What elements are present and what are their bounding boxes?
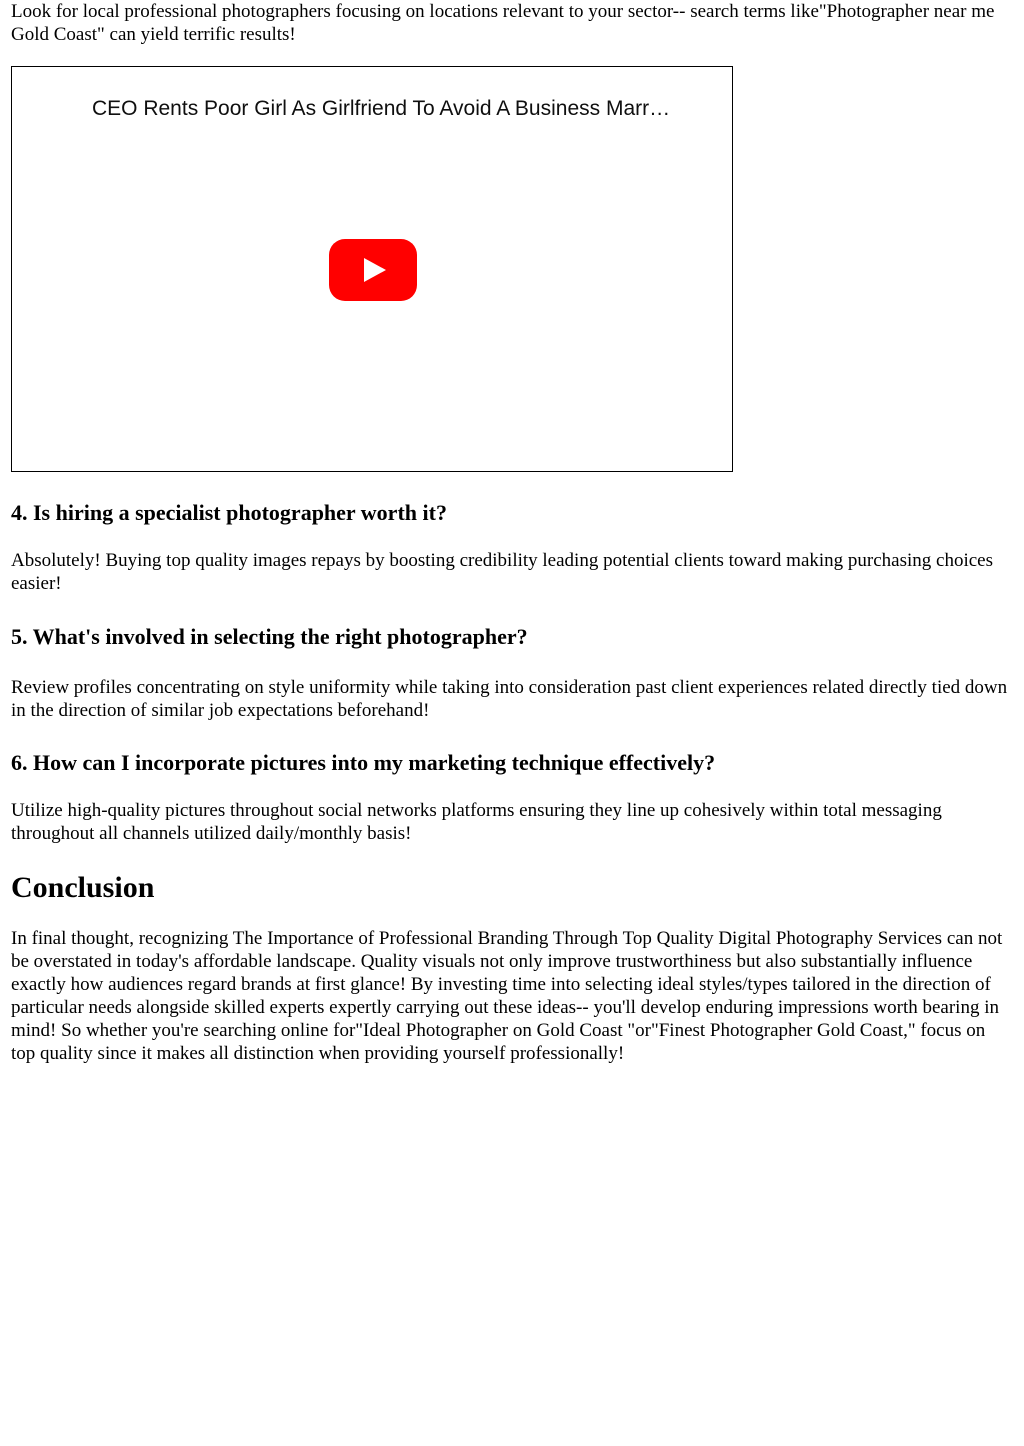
faq-answer-6: Utilize high-quality pictures throughout social networks platforms ensuring they line up cohesively within total messaging throughout all channels utilized daily/monthly basis! — [11, 800, 942, 844]
faq-answer-5: Review profiles concentrating on style uniformity while taking into consideration past client experiences related directly tied down in the direction of similar job expectations beforehand! — [11, 677, 1008, 721]
video-embed[interactable] — [11, 66, 733, 472]
faq-answer-4: Absolutely! Buying top quality images repays by boosting credibility leading potential clients toward making purchasing choices easier! — [11, 550, 993, 594]
conclusion-paragraph: In final thought, recognizing The Importance of Professional Branding Through Top Quality Digital Photography Services can not be overstated in today's affordable landscape. Quality visuals not only improve trustworthiness but also substantially influence exactly how audiences regard brands at first glance! By investing time into selecting ideal styles/types tailored in the direction of particular needs alongside skilled experts expertly carrying out these ideas-- you'll develop enduring impressions worth bearing in mind! So whether you're searching online for"Ideal Photographer on Gold Coast "or"Finest Photographer Gold Coast," focus on top quality since it makes all distinction when providing yourself professionally! — [11, 928, 1003, 1064]
faq-question-5: 5. What's involved in selecting the right photographer? — [11, 624, 528, 649]
video-title[interactable]: CEO Rents Poor Girl As Girlfriend To Avoid A Business Marr… — [92, 97, 671, 120]
intro-paragraph: Look for local professional photographers focusing on locations relevant to your sector-- search terms like"Photographer near me Gold Coast" can yield terrific results! — [11, 1, 995, 45]
faq-question-4: 4. Is hiring a specialist photographer worth it? — [11, 500, 447, 525]
faq-question-6: 6. How can I incorporate pictures into my marketing technique effectively? — [11, 750, 716, 775]
youtube-play-icon[interactable] — [329, 239, 417, 301]
conclusion-heading: Conclusion — [11, 871, 155, 904]
